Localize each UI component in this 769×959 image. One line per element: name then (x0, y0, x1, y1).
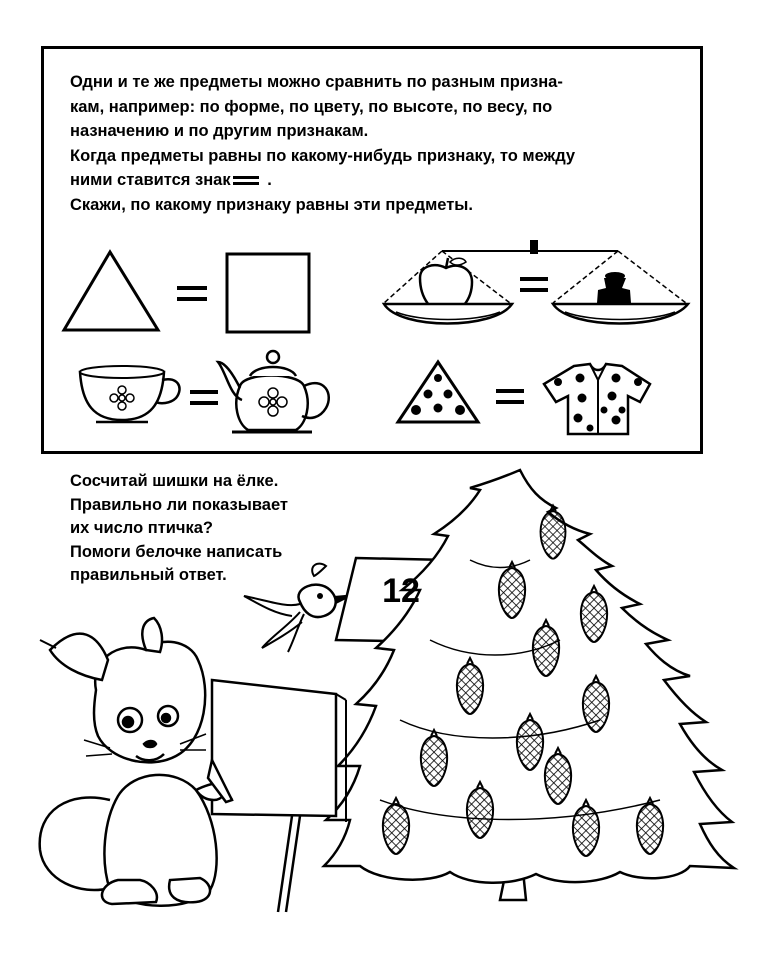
equals-sign-icon (496, 389, 524, 404)
card-number: 12 (382, 572, 420, 610)
equals-sign-icon (520, 277, 548, 292)
task2-line-1: Сосчитай шишки на ёлке. (70, 472, 279, 490)
squirrel-icon (40, 618, 232, 906)
intro-line-4: Когда предметы равны по какому-нибудь признаку, то между (70, 146, 576, 165)
task2-line-5: правильный ответ. (70, 566, 227, 584)
triangle-icon (64, 252, 158, 330)
intro-question: Скажи, по какому признаку равны эти предметы. (70, 195, 473, 214)
task2-line-2: Правильно ли показывает (70, 495, 288, 514)
equals-sign-icon (190, 390, 218, 405)
scale-apple-icon (384, 251, 512, 324)
dotted-shirt-icon (544, 364, 650, 434)
teapot-icon (218, 351, 329, 432)
cup-icon (80, 366, 180, 422)
dotted-triangle-icon (398, 362, 478, 422)
intro-line-3: назначению и по другим признакам. (70, 122, 369, 140)
scale-weight-icon (553, 251, 688, 324)
intro-line-5-text: ними ставится знак (70, 171, 231, 189)
task2-line-3: их число птичка? (70, 519, 214, 537)
task2-line-4: Помоги белочке написать (70, 542, 283, 561)
intro-line-1: Одни и те же предметы можно сравнить по разным призна- (70, 73, 563, 91)
task2-text (70, 470, 350, 588)
intro-line-2: кам, например: по форме, по цвету, по высоте, по весу, по (70, 97, 553, 116)
intro-line-5-dot: . (267, 171, 272, 189)
equals-sign-icon (177, 286, 207, 301)
scale-beam-icon (442, 240, 618, 254)
easel-icon (212, 680, 346, 912)
square-icon (227, 254, 309, 332)
